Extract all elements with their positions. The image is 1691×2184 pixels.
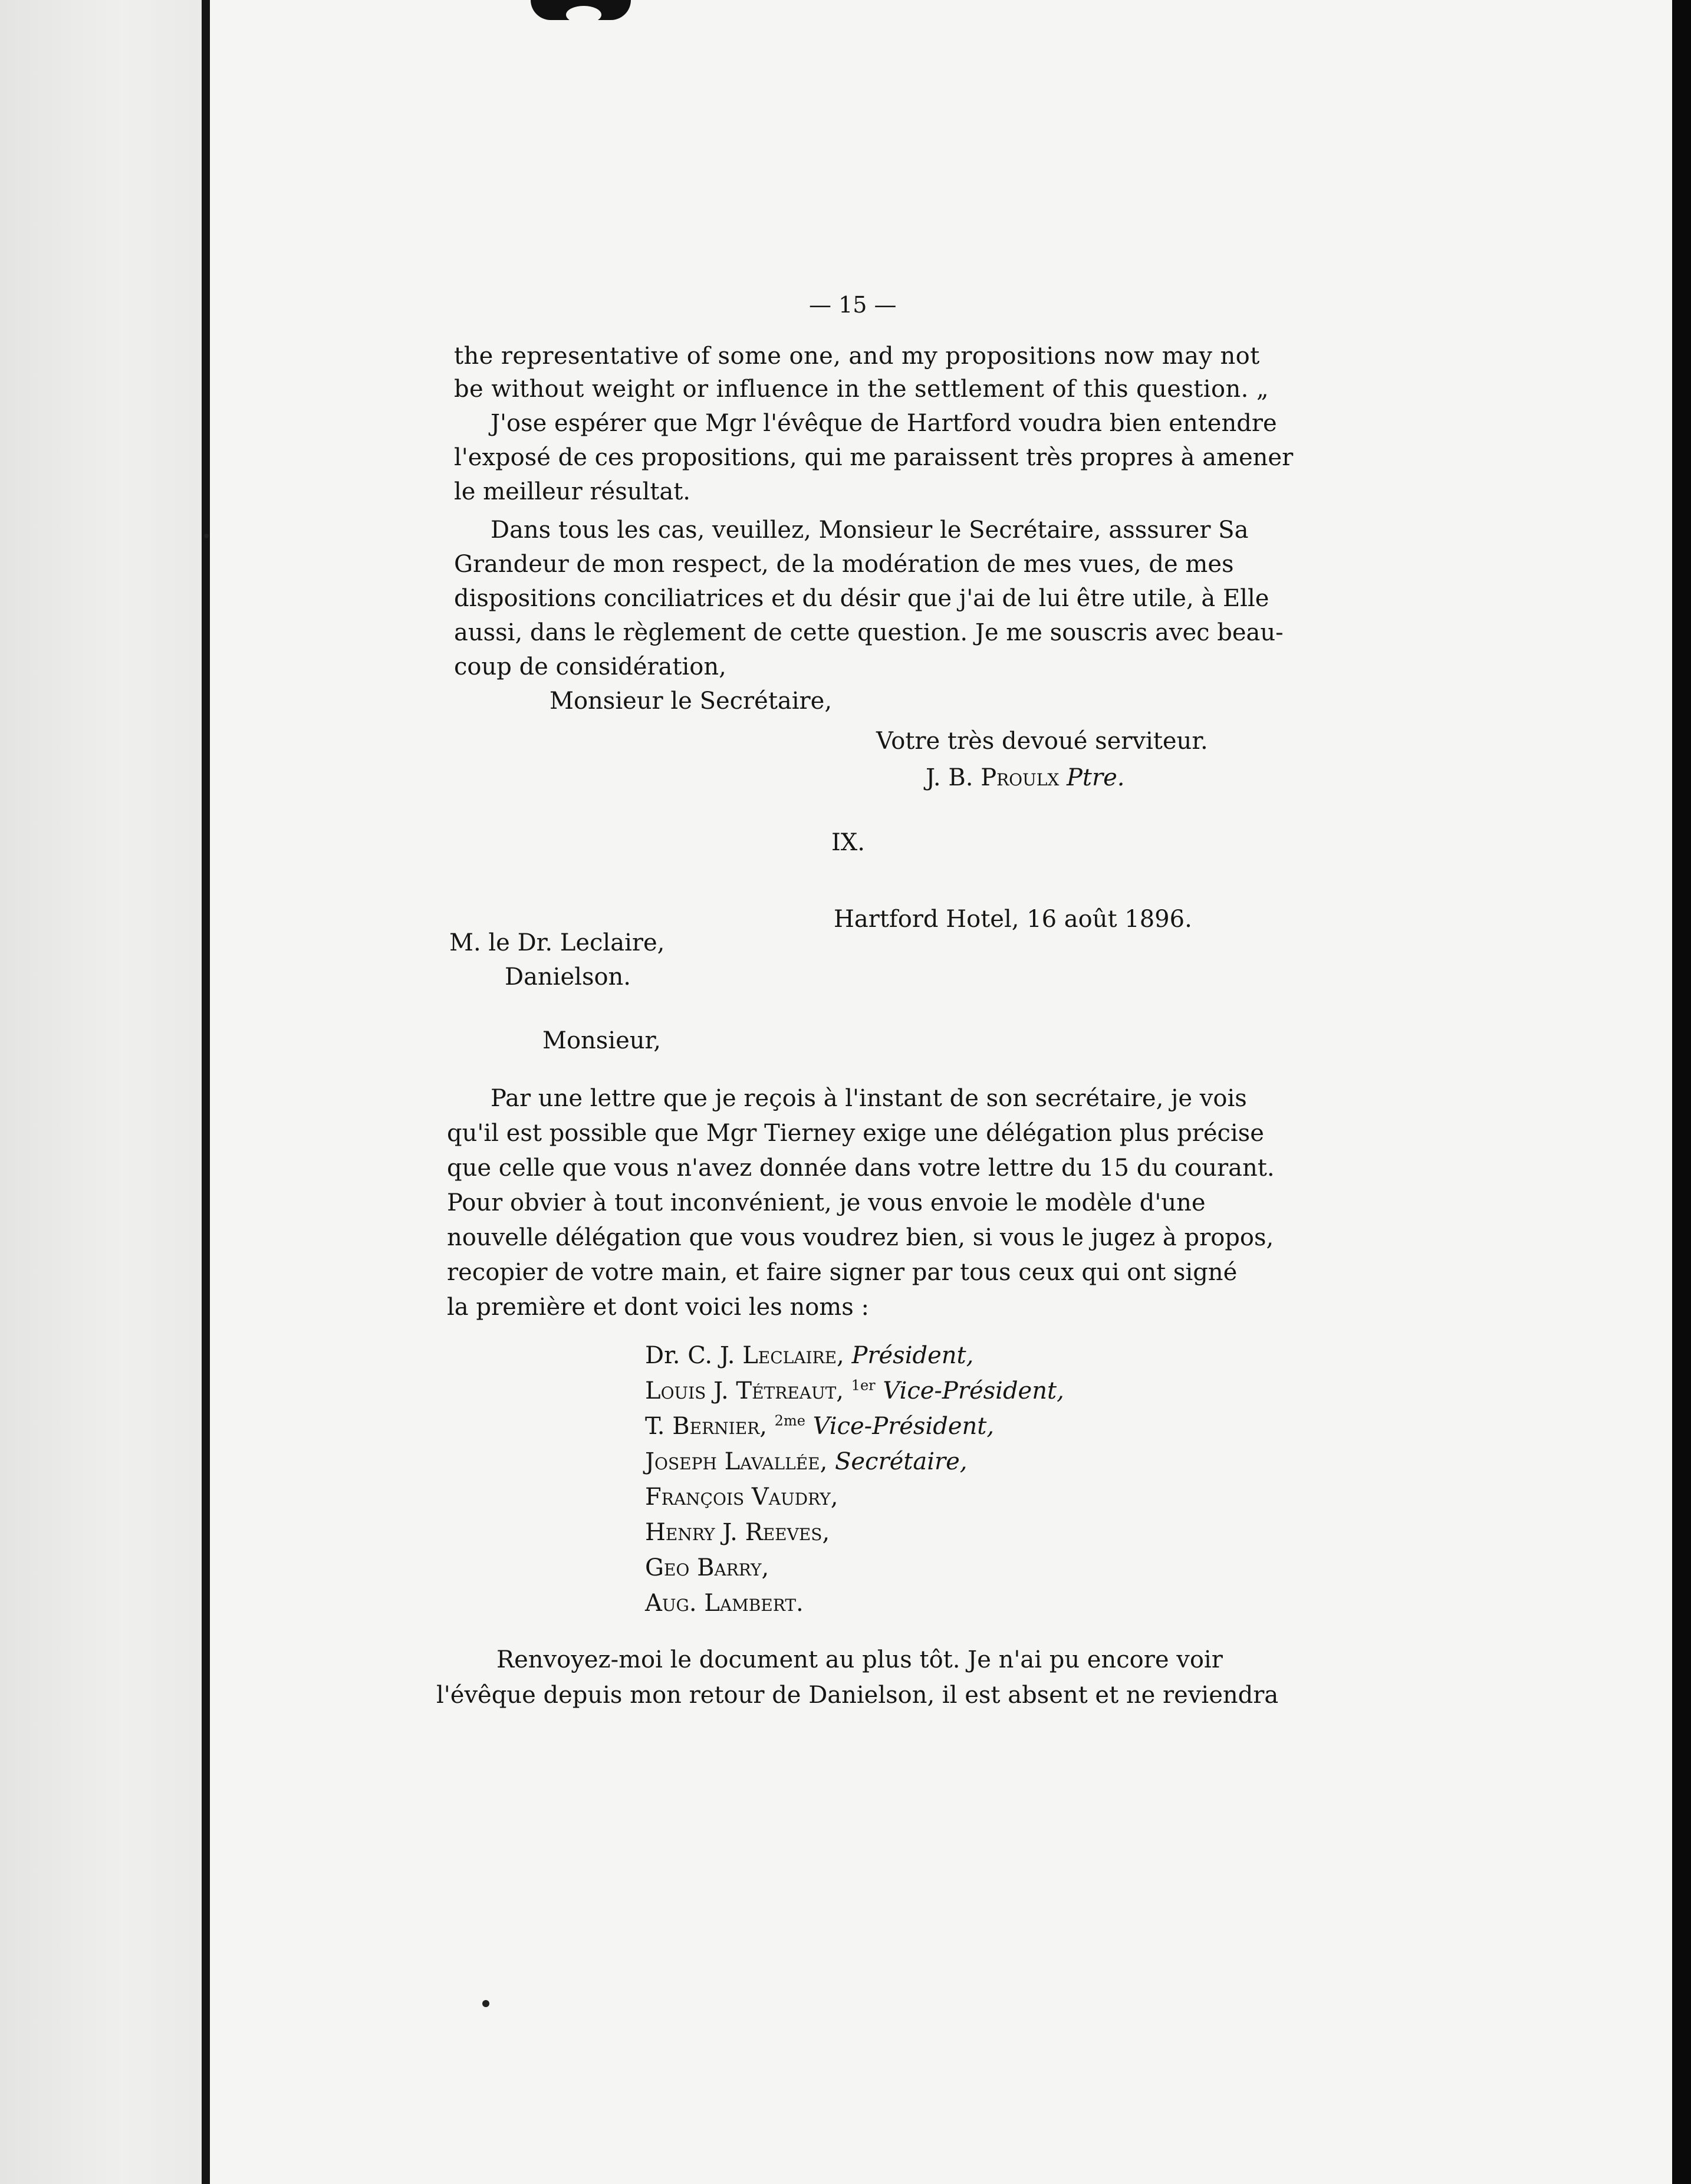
body-line: qu'il est possible que Mgr Tierney exige une délégation plus précise bbox=[447, 1120, 1264, 1147]
complimentary-close: Monsieur le Secrétaire, bbox=[550, 688, 833, 715]
name-entry: Louis J. Tétreaut, $^{1er}$ Vice-Président, bbox=[645, 1377, 1064, 1405]
addressee-name: M. le Dr. Leclaire, bbox=[449, 929, 665, 956]
signature-title: Ptre. bbox=[1066, 764, 1125, 791]
body-line: Par une lettre que je reçois à l'instant de son secrétaire, je vois bbox=[491, 1085, 1247, 1112]
greeting: Monsieur, bbox=[542, 1027, 661, 1054]
signature-name: Proulx bbox=[981, 764, 1060, 791]
name-entry: Dr. C. J. Leclaire, Président, bbox=[645, 1342, 974, 1369]
name-entry: T. Bernier, $^{2me}$ Vice-Président, bbox=[645, 1412, 995, 1440]
body-line: aussi, dans le règlement de cette question. Je me souscris avec beau- bbox=[454, 619, 1284, 646]
body-line: nouvelle délégation que vous voudrez bien, si vous le jugez à propos, bbox=[447, 1224, 1274, 1251]
body-line: le meilleur résultat. bbox=[454, 478, 691, 505]
body-line: dispositions conciliatrices et du désir que j'ai de lui être utile, à Elle bbox=[454, 585, 1269, 612]
name-entry: Joseph Lavallée, Secrétaire, bbox=[645, 1448, 968, 1475]
scan-speck bbox=[204, 534, 209, 538]
body-line: be without weight or influence in the settlement of this question. „ bbox=[454, 376, 1269, 403]
page-number: — 15 — bbox=[809, 292, 897, 318]
section-number: IX. bbox=[831, 829, 865, 856]
page-right-edge bbox=[1672, 0, 1691, 2184]
addressee-place: Danielson. bbox=[505, 963, 631, 991]
body-line: l'exposé de ces propositions, qui me paraissent très propres à amener bbox=[454, 444, 1294, 471]
name-entry: Geo Barry, bbox=[645, 1554, 769, 1581]
dateline: Hartford Hotel, 16 août 1896. bbox=[834, 906, 1192, 933]
body-line: la première et dont voici les noms : bbox=[447, 1294, 869, 1321]
facing-page-edge bbox=[0, 0, 206, 2184]
scan-speck bbox=[482, 2000, 489, 2007]
scan-blemish-hole bbox=[566, 6, 601, 24]
body-line: Renvoyez-moi le document au plus tôt. Je n'ai pu encore voir bbox=[496, 1646, 1223, 1673]
body-line: Dans tous les cas, veuillez, Monsieur le Secrétaire, asssurer Sa bbox=[491, 517, 1249, 544]
name-entry: Henry J. Reeves, bbox=[645, 1519, 830, 1546]
name-entry: François Vaudry, bbox=[645, 1484, 838, 1511]
body-line: the representative of some one, and my propositions now may not bbox=[454, 343, 1260, 370]
body-line: l'évêque depuis mon retour de Danielson, il est absent et ne reviendra bbox=[436, 1682, 1279, 1709]
signature-initials: J. B. bbox=[926, 764, 973, 791]
body-line: Pour obvier à tout inconvénient, je vous envoie le modèle d'une bbox=[447, 1189, 1206, 1216]
body-line: que celle que vous n'avez donnée dans votre lettre du 15 du courant. bbox=[447, 1155, 1275, 1182]
name-entry: Aug. Lambert. bbox=[645, 1590, 804, 1617]
body-line: coup de considération, bbox=[454, 653, 726, 680]
body-line: recopier de votre main, et faire signer par tous ceux qui ont signé bbox=[447, 1259, 1238, 1286]
signature bbox=[926, 761, 1124, 795]
body-line: Grandeur de mon respect, de la modération de mes vues, de mes bbox=[454, 551, 1234, 578]
gutter-shadow bbox=[202, 0, 210, 2184]
closing-line: Votre très devoué serviteur. bbox=[876, 728, 1208, 755]
body-line: J'ose espérer que Mgr l'évêque de Hartford voudra bien entendre bbox=[491, 410, 1277, 437]
